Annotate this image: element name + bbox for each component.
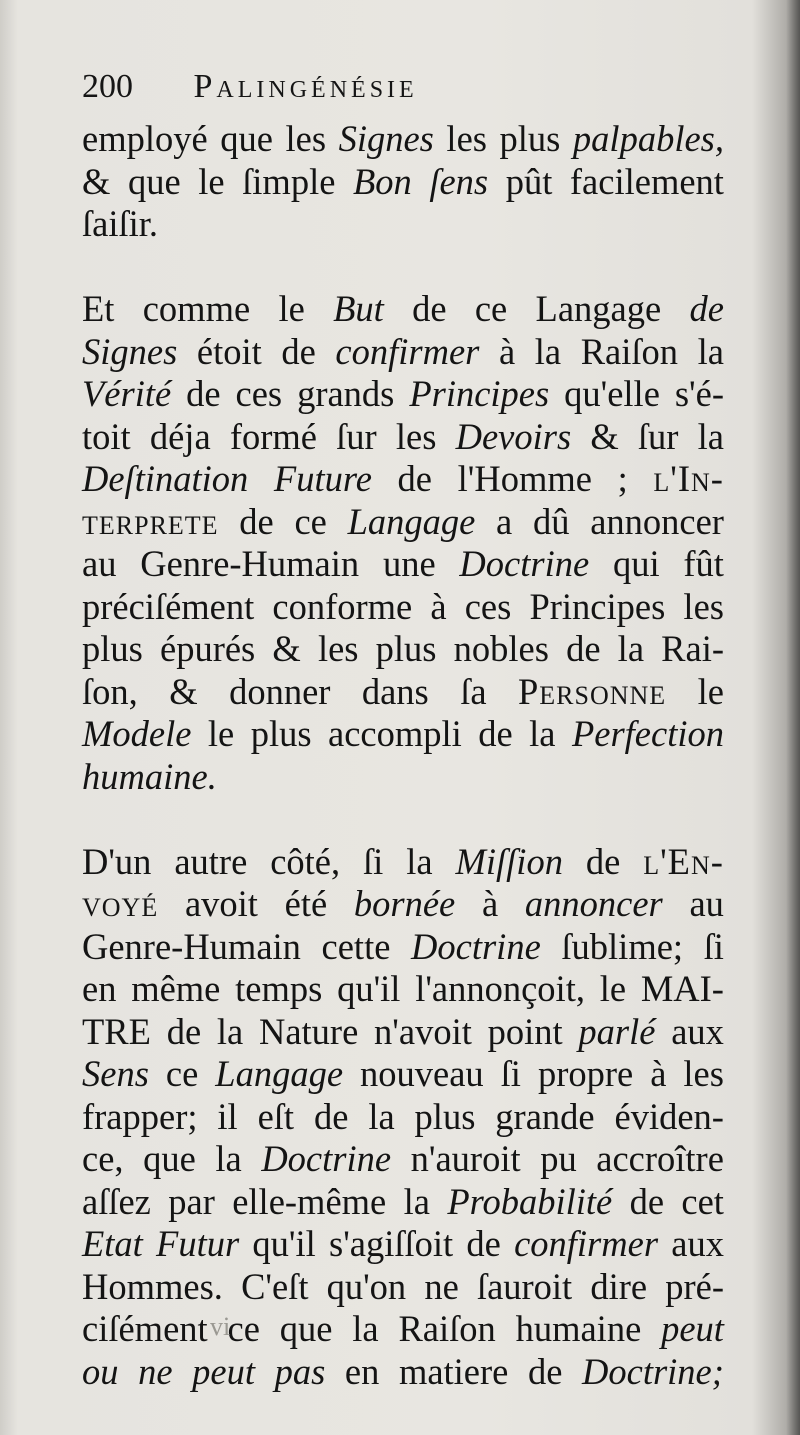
word: de (689, 288, 724, 329)
word: que (143, 1138, 196, 1179)
word: ſublime; (561, 925, 684, 967)
word: en (344, 1350, 380, 1392)
word: ſi (703, 925, 724, 967)
text-line (82, 118, 724, 161)
word: été (284, 883, 328, 924)
word: conforme (272, 585, 413, 627)
word: la (216, 1010, 244, 1052)
word: Genre-Humain (140, 543, 360, 584)
word: Vérité (82, 373, 172, 414)
word: ne (424, 1265, 459, 1307)
word: plus (375, 628, 437, 669)
word: éviden- (614, 1095, 724, 1137)
word: propre (537, 1053, 634, 1094)
word: s'agiſſoit (329, 1223, 454, 1264)
word: & (272, 628, 301, 669)
word: cet (681, 1180, 724, 1222)
word: ces (464, 585, 512, 627)
word: de (478, 713, 513, 754)
word: de (239, 500, 274, 542)
text-line (82, 1053, 724, 1096)
word: la (403, 1180, 430, 1222)
word: les (683, 585, 724, 627)
word: eſt (257, 1095, 295, 1137)
word: plus (414, 1095, 476, 1137)
text-line (82, 671, 724, 714)
word: Genre-Humain (82, 925, 301, 967)
word: ſens (429, 160, 489, 202)
word: que (220, 118, 273, 159)
word: Raiſon (398, 1308, 496, 1349)
word: de (566, 628, 601, 669)
word: ſon, (82, 670, 138, 712)
word: en (82, 968, 117, 1009)
text-line (82, 458, 724, 501)
word: Sens (82, 1053, 149, 1094)
word: plus (499, 118, 561, 159)
word: bornée (353, 883, 456, 924)
word: ce (227, 1308, 260, 1349)
word: accroître (596, 1138, 724, 1179)
word: humaine. (82, 755, 217, 797)
word: Raiſon (580, 330, 679, 372)
word: Future (273, 458, 372, 499)
word: TRE (82, 1010, 151, 1052)
word: Langage (535, 288, 662, 329)
word: ſaiſir. (82, 203, 159, 244)
word: formé (229, 415, 317, 457)
word: Principes (529, 585, 666, 627)
word: Personne (517, 670, 667, 712)
word: ce (474, 288, 508, 329)
word: Devoirs (455, 415, 572, 457)
word: aux (671, 1223, 724, 1264)
word: dire (590, 1265, 648, 1307)
word: ſur (336, 415, 377, 457)
word: n'avoit (374, 1010, 472, 1052)
word: même (131, 968, 221, 1009)
word: de (166, 1010, 202, 1052)
word: matiere (398, 1350, 509, 1392)
word: ſauroit (476, 1265, 573, 1307)
word: la (617, 628, 645, 669)
word: MAI- (640, 968, 724, 1009)
word: donner (229, 670, 331, 712)
word: qui (612, 543, 660, 584)
word: la (697, 330, 724, 372)
text-line (82, 841, 724, 884)
word: le (697, 670, 724, 712)
word: Probabilité (447, 1180, 613, 1222)
word: Signes (82, 330, 178, 372)
word: comme (142, 288, 251, 329)
word: le (599, 968, 627, 1009)
word: dans (361, 670, 429, 712)
word: Langage (347, 500, 476, 542)
word: étoit (196, 330, 262, 372)
word: pas (274, 1350, 326, 1392)
text-line (82, 628, 724, 671)
word: pré- (665, 1265, 724, 1307)
word: Doctrine (261, 1138, 392, 1179)
word: la (352, 1308, 379, 1349)
page-header (82, 68, 722, 112)
text-line (82, 883, 724, 926)
word: ce (294, 500, 327, 542)
word: il (217, 1095, 238, 1137)
signature-mark: vi (210, 1312, 231, 1341)
word: plus (82, 628, 143, 669)
word: de (585, 840, 621, 882)
word: n'auroit (410, 1138, 521, 1179)
word: Langage (215, 1053, 344, 1094)
word: Hommes. (82, 1265, 223, 1307)
word: déja (149, 415, 211, 457)
word: ces (235, 373, 283, 414)
word: la (406, 840, 433, 882)
word: de (281, 330, 316, 372)
word: temps (235, 968, 323, 1009)
word: & (169, 670, 198, 712)
text-line (82, 416, 724, 459)
word: Perfection (571, 713, 724, 754)
word: plus (250, 713, 312, 754)
text-line (82, 1223, 724, 1266)
word: & (82, 160, 111, 202)
word: qu'il (337, 968, 401, 1009)
word: à (498, 330, 516, 372)
paragraph-gap (82, 246, 724, 289)
word: Doctrine; (582, 1350, 724, 1392)
word: ciſément (82, 1308, 208, 1349)
word: les (683, 1053, 724, 1094)
word: de (186, 373, 221, 414)
word: facilement (569, 160, 724, 202)
word: Doctrine (411, 925, 541, 967)
word: à (430, 585, 447, 627)
word: grands (297, 373, 395, 414)
word: terprete (82, 500, 219, 542)
word: aux (671, 1010, 724, 1052)
word: dû (532, 500, 570, 542)
word: avoit (184, 883, 258, 924)
text-line (82, 1138, 724, 1181)
word: ſimple (242, 160, 336, 202)
word: employé (82, 118, 208, 159)
word: peut (661, 1308, 724, 1349)
word: Signes (338, 118, 434, 159)
word: accompli (328, 713, 462, 754)
word: la (534, 330, 562, 372)
word: les (285, 118, 327, 159)
word: ou (82, 1350, 119, 1392)
word: l'En- (643, 840, 724, 882)
word: Doctrine (459, 543, 590, 584)
word: la (215, 1138, 242, 1179)
text-line (82, 968, 724, 1011)
text-line (82, 331, 724, 374)
word: ce, (82, 1138, 124, 1179)
word: au (689, 883, 724, 924)
word: de (313, 1095, 349, 1137)
word: cette (321, 925, 391, 967)
word: ce (165, 1053, 199, 1094)
word: Miſſion (455, 840, 563, 882)
word: qu'elle (564, 373, 660, 414)
word: annoncer (590, 500, 724, 542)
word: le (198, 160, 225, 202)
word: confirmer (335, 330, 480, 372)
word: confirmer (514, 1223, 659, 1264)
word: de (527, 1350, 563, 1392)
word: qu'il (252, 1223, 316, 1264)
text-line (82, 1266, 724, 1309)
text-line (82, 713, 724, 756)
word: de (397, 458, 432, 499)
text-line (82, 373, 724, 416)
text-line (82, 1011, 724, 1054)
page-number: 200 (82, 68, 133, 105)
word: annoncer (524, 883, 663, 924)
word: Et (82, 288, 115, 329)
running-title: Palingénésie (193, 68, 418, 105)
text-line (82, 203, 724, 246)
body-text (82, 118, 724, 1393)
text-line (82, 501, 724, 544)
word: ne (138, 1350, 173, 1392)
text-line (82, 1308, 724, 1351)
word: une (382, 543, 436, 584)
word: l'In- (653, 458, 724, 499)
word: Deſtination (82, 458, 249, 499)
word: l'annonçoit, (415, 968, 585, 1009)
word: s'é- (674, 373, 724, 414)
text-line (82, 1096, 724, 1139)
word: Nature (258, 1010, 359, 1052)
word: la (697, 415, 724, 457)
text-line (82, 1351, 724, 1394)
word: à (481, 883, 499, 924)
word: grande (495, 1095, 595, 1137)
word: le (278, 288, 305, 329)
text-line (82, 1181, 724, 1224)
word: la (529, 713, 556, 754)
word: Principes (409, 373, 550, 414)
word: Modele (82, 713, 192, 754)
word: elle-même (232, 1180, 387, 1222)
word: que (279, 1308, 333, 1349)
word: ſi (500, 1053, 521, 1094)
word: au (82, 543, 117, 584)
word: frapper; (82, 1095, 198, 1137)
paragraph-gap (82, 798, 724, 841)
word: nobles (453, 628, 549, 669)
word: ; (617, 458, 628, 499)
word: que (127, 160, 181, 202)
word: côté, (270, 840, 341, 882)
word: préciſément (82, 585, 255, 627)
word: peut (192, 1350, 255, 1392)
word: Futur (156, 1223, 240, 1264)
word: C'eſt (241, 1265, 309, 1307)
word: Bon (352, 160, 412, 202)
text-line (82, 756, 724, 799)
word: toit (82, 415, 131, 457)
word: l'Homme (457, 458, 592, 499)
word: palpables, (572, 118, 724, 159)
word: par (168, 1180, 215, 1222)
word: point (487, 1010, 563, 1052)
word: But (333, 288, 384, 329)
word: ſi (363, 840, 384, 882)
word: pût (505, 160, 553, 202)
text-line (82, 926, 724, 969)
text-line (82, 586, 724, 629)
word: les (317, 628, 359, 669)
word: ſa (460, 670, 487, 712)
word: le (207, 713, 235, 754)
word: de (466, 1223, 501, 1264)
word: autre (174, 840, 248, 882)
word: qu'on (326, 1265, 407, 1307)
word: épurés (160, 628, 256, 669)
word: à (650, 1053, 667, 1094)
word: Rai- (661, 628, 724, 669)
word: Etat (82, 1223, 143, 1264)
word: parlé (578, 1010, 656, 1052)
word: pu (540, 1138, 577, 1179)
word: voyé (82, 883, 159, 924)
word: a (496, 500, 513, 542)
text-line (82, 543, 724, 586)
text-line (82, 161, 724, 204)
word: la (368, 1095, 395, 1137)
text-line (82, 288, 724, 331)
word: humaine (515, 1308, 642, 1349)
page-edge-shadow (786, 0, 800, 1435)
word: & (590, 415, 619, 457)
word: aſſez (82, 1180, 151, 1222)
word: nouveau (360, 1053, 484, 1094)
word: les (395, 415, 437, 457)
word: de (629, 1180, 665, 1222)
word: de (412, 288, 447, 329)
word: D'un (82, 840, 152, 882)
word: fût (683, 543, 724, 584)
word: ſur (637, 415, 679, 457)
word: les (446, 118, 487, 159)
